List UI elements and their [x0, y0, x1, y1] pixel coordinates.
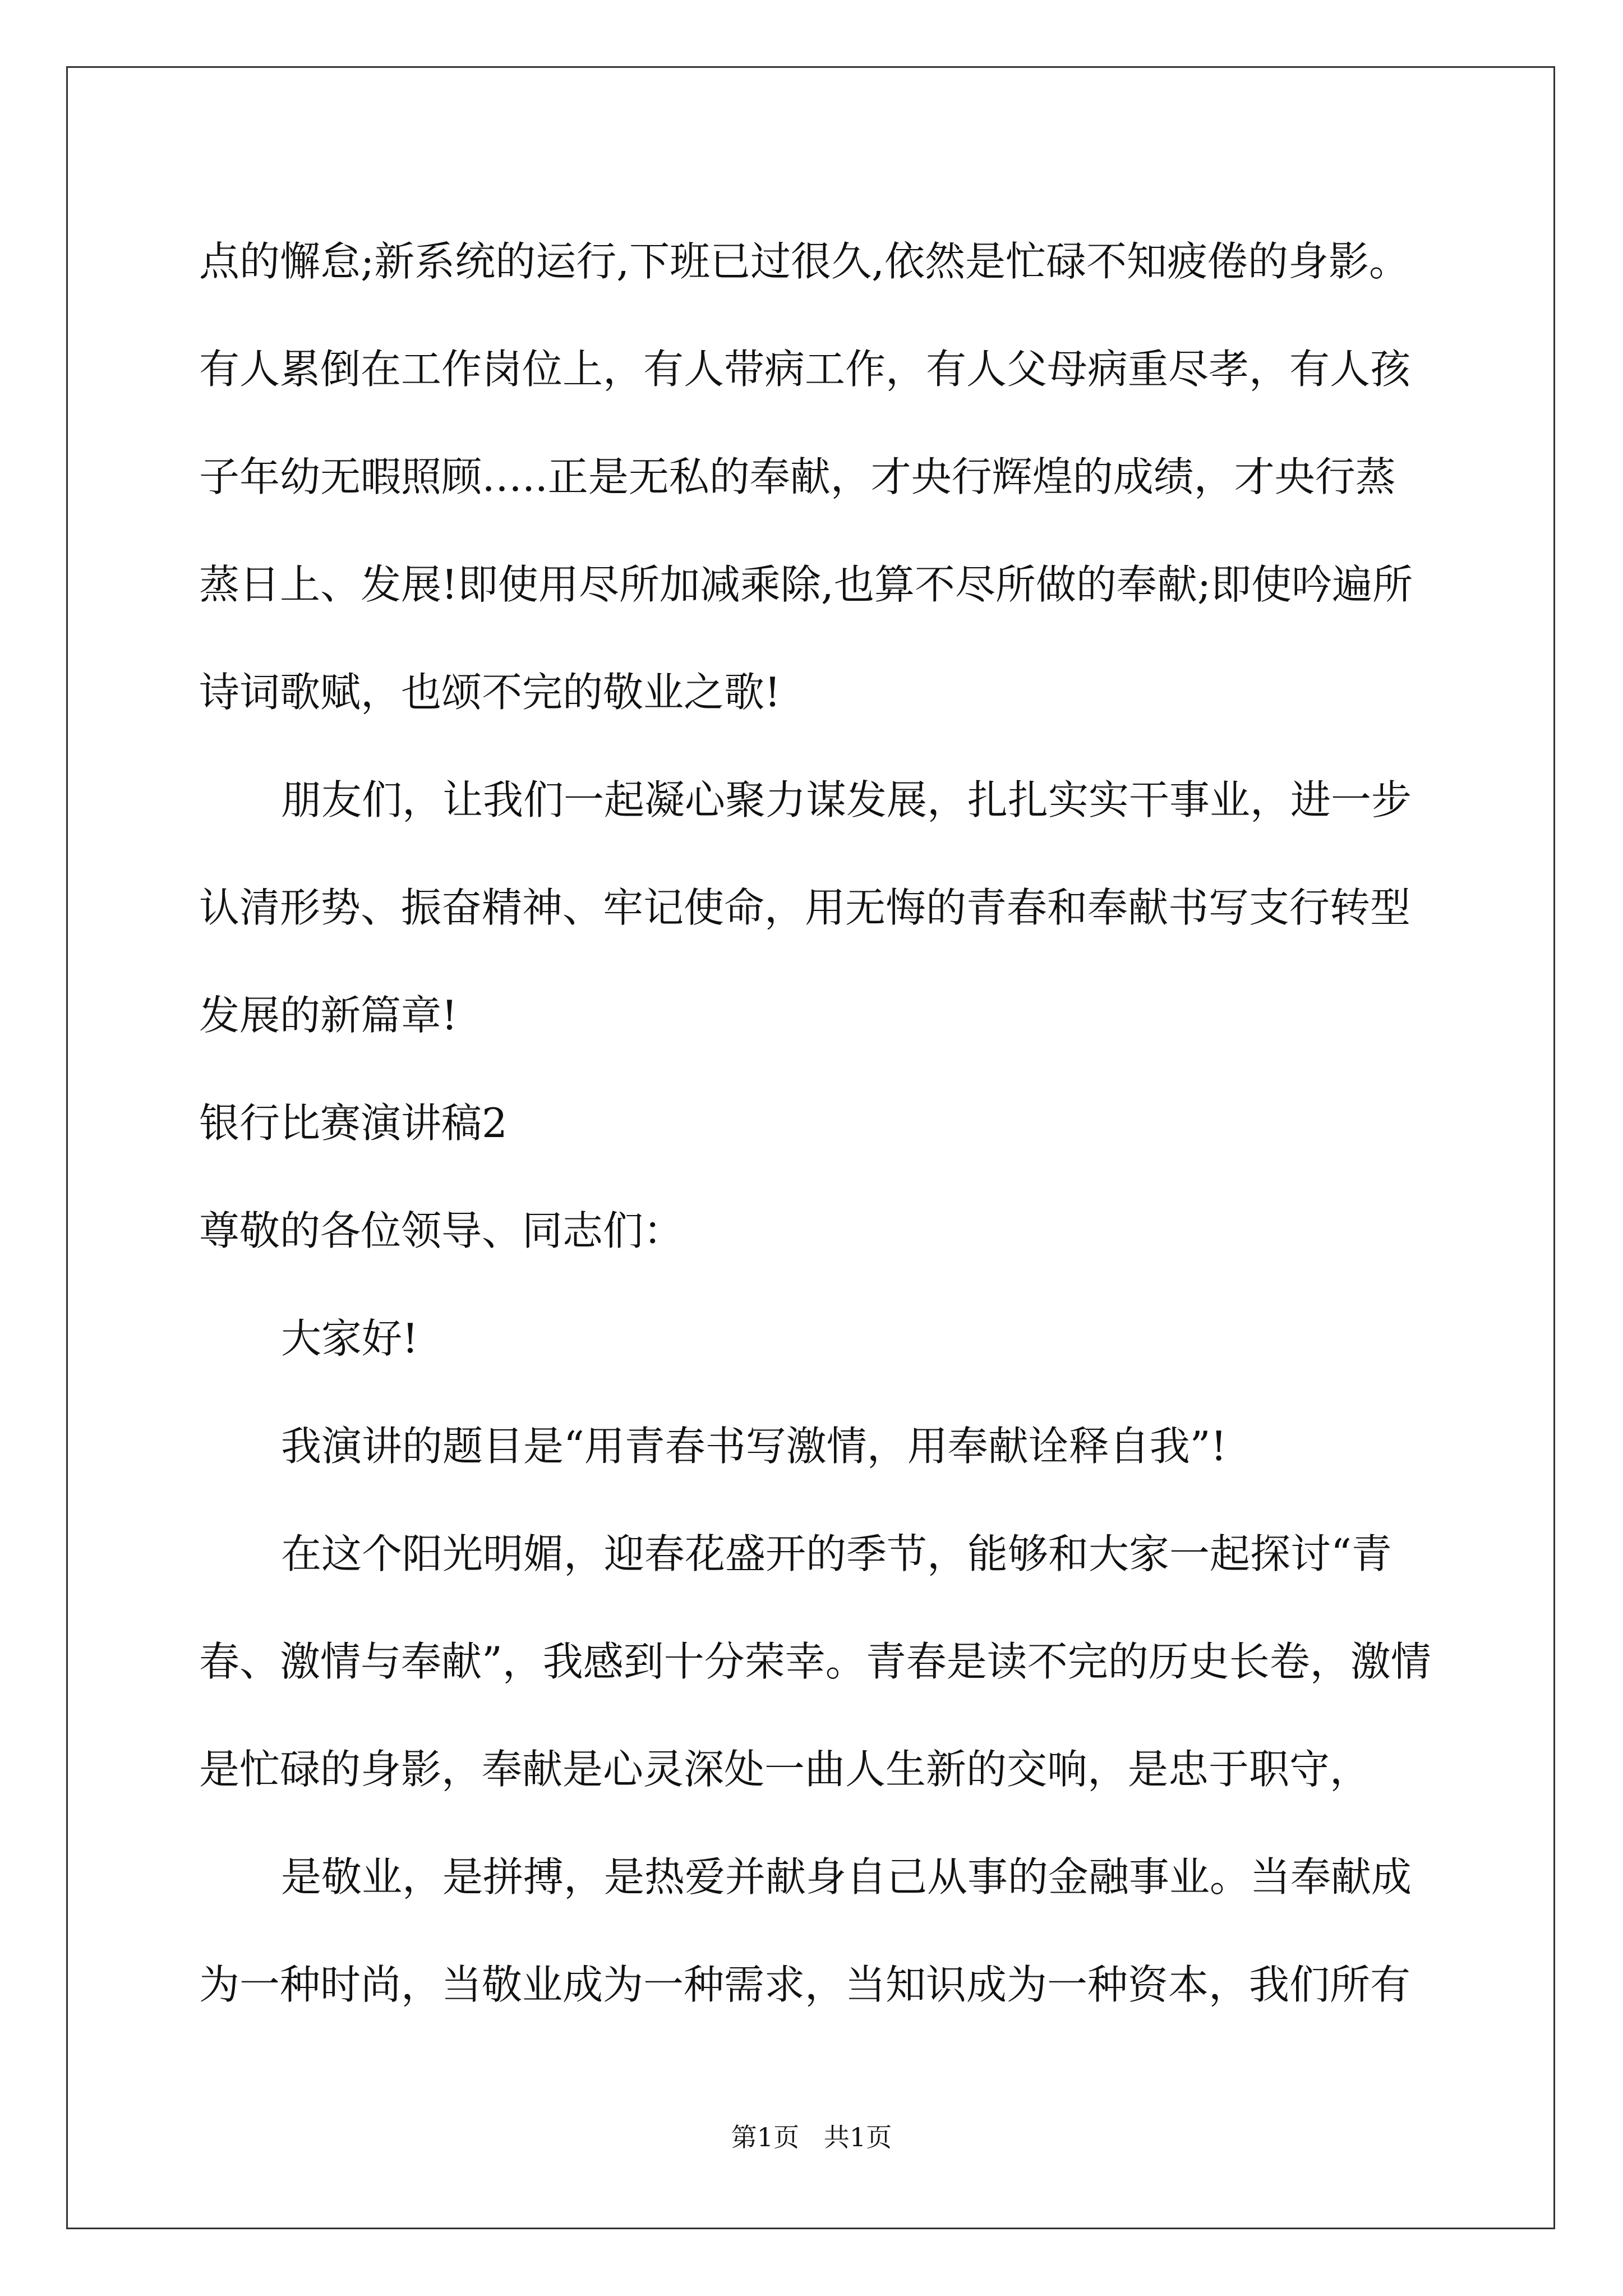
text-line: 在这个阳光明媚，迎春花盛开的季节，能够和大家一起探讨“青 [281, 1530, 1392, 1577]
page-footer: 第1页 共1页 [731, 2122, 892, 2152]
text-line: 诗词歌赋，也颂不完的敬业之歌! [199, 669, 781, 716]
text-line: 我演讲的题目是“用青春书写激情，用奉献诠释自我”! [281, 1423, 1227, 1470]
text-line: 是忙碌的身影，奉献是心灵深处一曲人生新的交响，是忠于职守， [199, 1746, 1371, 1793]
text-line: 子年幼无暇照顾…..正是无私的奉献，才央行辉煌的成绩，才央行蒸 [199, 453, 1396, 500]
section-title: 银行比赛演讲稿2 [199, 1099, 508, 1147]
text-line: 是敬业，是拼搏，是热爱并献身自己从事的金融事业。当奉献成 [281, 1853, 1412, 1901]
greeting: 大家好! [281, 1315, 418, 1362]
salutation: 尊敬的各位领导、同志们： [199, 1207, 684, 1254]
document-body [199, 208, 1431, 2039]
text-line: 春、激情与奉献”，我感到十分荣幸。青春是读不完的历史长卷，激情 [199, 1638, 1431, 1685]
text-line: 蒸日上、发展!即使用尽所加减乘除,也算不尽所做的奉献;即使吟遍所 [199, 561, 1413, 608]
text-line: 点的懈怠;新系统的运行,下班已过很久,依然是忙碌不知疲倦的身影。 [199, 238, 1410, 285]
text-line: 发展的新篇章! [199, 992, 458, 1039]
text-line: 有人累倒在工作岗位上，有人带病工作，有人父母病重尽孝，有人孩 [199, 346, 1411, 393]
text-line: 为一种时尚，当敬业成为一种需求，当知识成为一种资本，我们所有 [199, 1961, 1411, 2008]
text-line: 认清形势、振奋精神、牢记使命，用无悔的青春和奉献书写支行转型 [199, 884, 1411, 931]
text-line: 朋友们，让我们一起凝心聚力谋发展，扎扎实实干事业，进一步 [281, 776, 1412, 823]
